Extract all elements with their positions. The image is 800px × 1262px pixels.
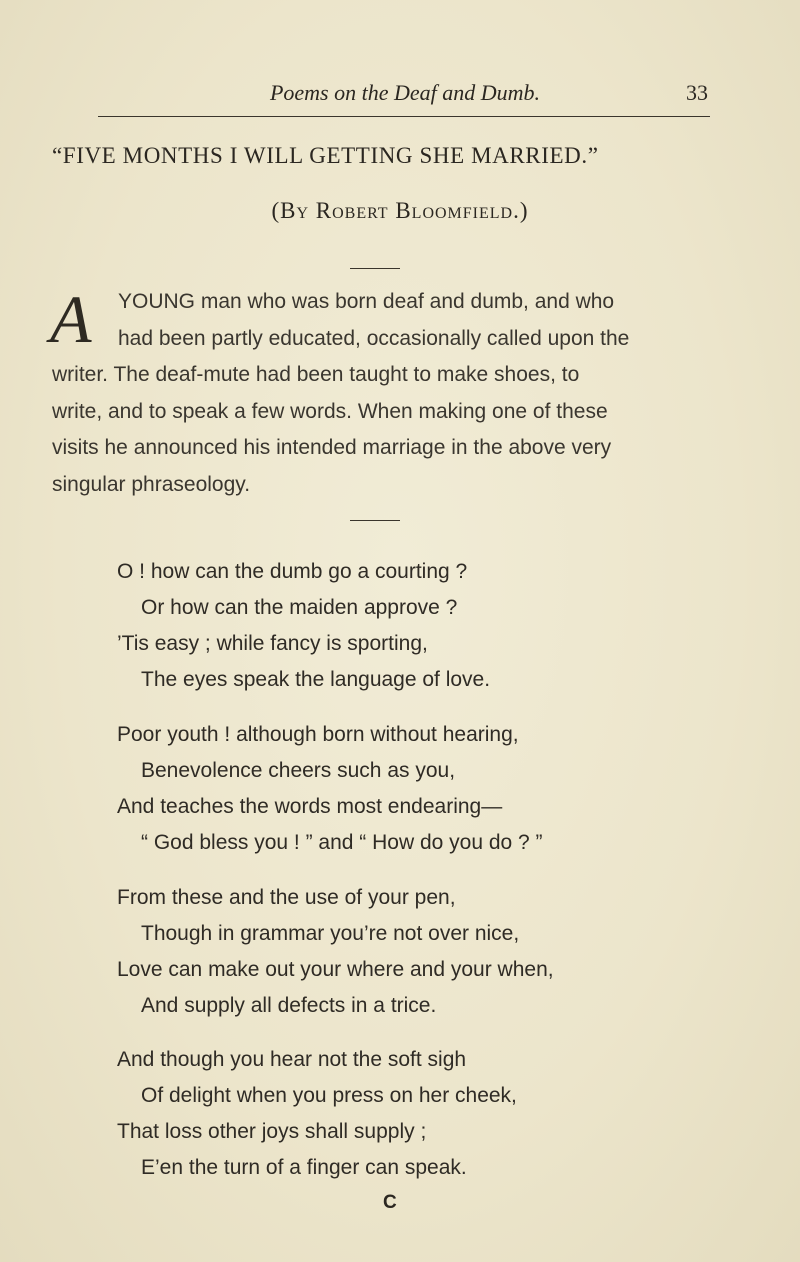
page-number: 33 [686, 80, 708, 105]
verse-line: E’en the turn of a finger can speak. [141, 1156, 467, 1179]
signature-mark: C [383, 1192, 397, 1213]
verse-line: Of delight when you press on her cheek, [141, 1084, 517, 1107]
verse-line: And though you hear not the soft sigh [117, 1048, 467, 1071]
verse-line: And supply all defects in a trice. [141, 994, 437, 1017]
verse-line: And teaches the words most endearing— [117, 795, 503, 818]
running-title: Poems on the Deaf and Dumb. [269, 80, 541, 105]
poem-title: “FIVE MONTHS I WILL GETTING SHE MARRIED.” [52, 143, 599, 168]
byline: (By Robert Bloomfield.) [271, 198, 529, 223]
verse-line: Though in grammar you’re not over nice, [141, 922, 520, 945]
verse-line: ’Tis easy ; while fancy is sporting, [117, 632, 428, 655]
verse-line: Benevolence cheers such as you, [141, 759, 456, 782]
running-head [100, 78, 710, 112]
verse-line: O ! how can the dumb go a courting ? [117, 560, 468, 583]
drop-cap: A [50, 281, 92, 357]
divider-rule [350, 268, 400, 269]
divider-rule [350, 520, 400, 521]
intro-line: writer. The deaf-mute had been taught to make shoes, to [52, 363, 580, 386]
verse-line: Love can make out your where and your when, [117, 958, 554, 981]
intro-line: visits he announced his intended marriage in the above very [52, 436, 612, 459]
intro-line: write, and to speak a few words. When making one of these [52, 400, 608, 423]
verse-line: The eyes speak the language of love. [141, 668, 491, 691]
header-rule [98, 116, 710, 117]
verse-line: That loss other joys shall supply ; [117, 1120, 427, 1143]
verse-line: Poor youth ! although born without hearing, [117, 723, 519, 746]
verse-line: Or how can the maiden approve ? [141, 596, 458, 619]
intro-line: singular phraseology. [52, 473, 251, 496]
verse-line: From these and the use of your pen, [117, 886, 456, 909]
intro-line: YOUNG man who was born deaf and dumb, and who [118, 290, 615, 313]
verse-line: “ God bless you ! ” and “ How do you do ? ” [141, 831, 543, 854]
intro-line: had been partly educated, occasionally called upon the [118, 327, 630, 350]
